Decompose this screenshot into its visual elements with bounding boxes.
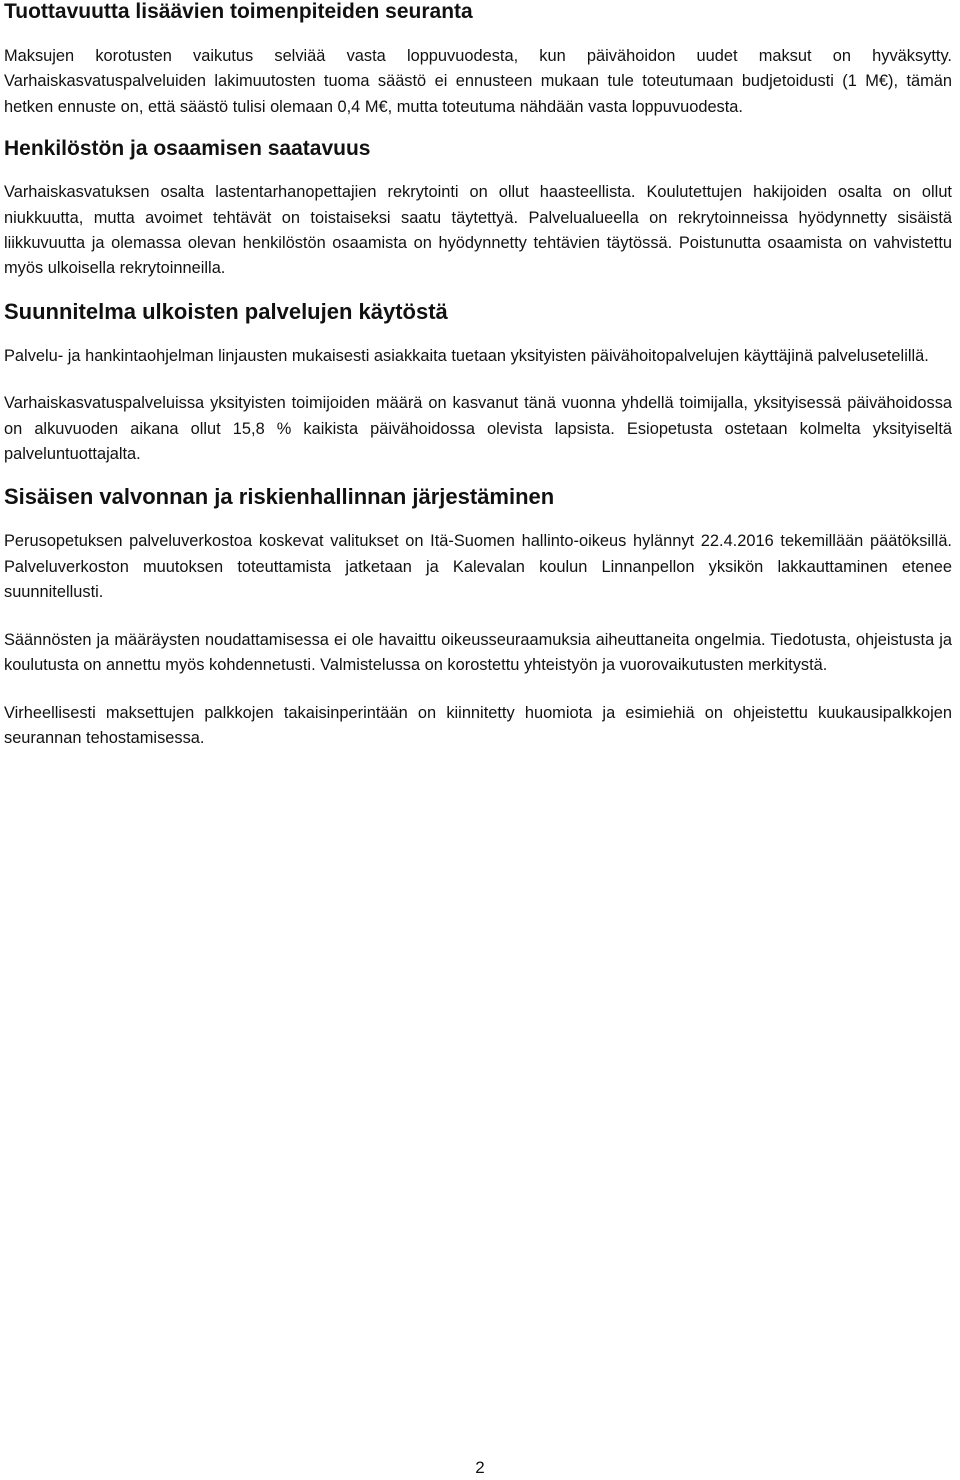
paragraph-external-services-2: Varhaiskasvatuspalveluissa yksityisten toimijoiden määrä on kasvanut tänä vuonna yhdellä toimijalla, yksityisessä päivähoidossa on alkuvuoden aikana ollut 15,8 % kaikista päivähoidossa olevista lapsista. Esiopetusta ostetaan kolmelta yksityiseltä palveluntuottajalta. [4, 394, 952, 464]
paragraph-productivity: Maksujen korotusten vaikutus selviää vasta loppuvuodesta, kun päivähoidon uudet maksut on hyväksytty. Varhaiskasvatuspalveluiden lakimuutosten tuoma säästö ei ennusteen mukaan tule toteutumaan budjetoidusti (1 M€), tämän hetken ennuste on, että säästö tulisi olemaan 0,4 M€, mutta toteutuma nähdään vasta loppuvuodesta. [4, 47, 952, 116]
page-number: 2 [475, 1458, 485, 1477]
paragraph-internal-control-3: Virheellisesti maksettujen palkkojen takaisinperintään on kiinnitetty huomiota ja esimiehiä on ohjeistettu kuukausipalkkojen seurannan tehostamisessa. [4, 703, 952, 747]
paragraph-external-services-1: Palvelu- ja hankintaohjelman linjausten mukaisesti asiakkaita tuetaan yksityisten päivähoitopalvelujen käyttäjinä palvelusetelillä. [4, 346, 929, 365]
paragraph-staff: Varhaiskasvatuksen osalta lastentarhanopettajien rekrytointi on ollut haasteellista. Koulutettujen hakijoiden osalta on ollut niukkuutta, mutta avoimet tehtävät on toistaiseksi saatu täytettyä. Palvelualueella on rekrytoinneissa hyödynnetty sisäistä liikkuvuutta ja olemassa olevan henkilöstön osaamista on hyödynnetty tehtävien täytössä. Poistunutta osaamista on vahvistettu myös ulkoisella rekrytoinneilla. [4, 183, 952, 278]
section-heading-productivity: Tuottavuutta lisäävien toimenpiteiden seuranta [4, 0, 473, 23]
document-page [4, 0, 952, 751]
section-heading-internal-control: Sisäisen valvonnan ja riskienhallinnan järjestäminen [4, 484, 555, 510]
section-heading-staff: Henkilöstön ja osaamisen saatavuus [4, 137, 371, 161]
section-heading-external-services: Suunnitelma ulkoisten palvelujen käytöstä [4, 298, 448, 324]
paragraph-internal-control-2: Säännösten ja määräysten noudattamisessa ei ole havaittu oikeusseuraamuksia aiheuttaneita ongelmia. Tiedotusta, ohjeistusta ja koulutusta on annettu myös kohdennetusti. Valmistelussa on korostettu yhteistyön ja vuorovaikutusten merkitystä. [4, 630, 952, 675]
paragraph-internal-control-1: Perusopetuksen palveluverkostoa koskevat valitukset on Itä-Suomen hallinto-oikeus hylännyt 22.4.2016 tekemillään päätöksillä. Palveluverkoston muutoksen toteuttamista jatketaan ja Kalevalan koulun Linnanpellon yksikön lakkauttaminen etenee suunnitellusti. [4, 532, 952, 602]
